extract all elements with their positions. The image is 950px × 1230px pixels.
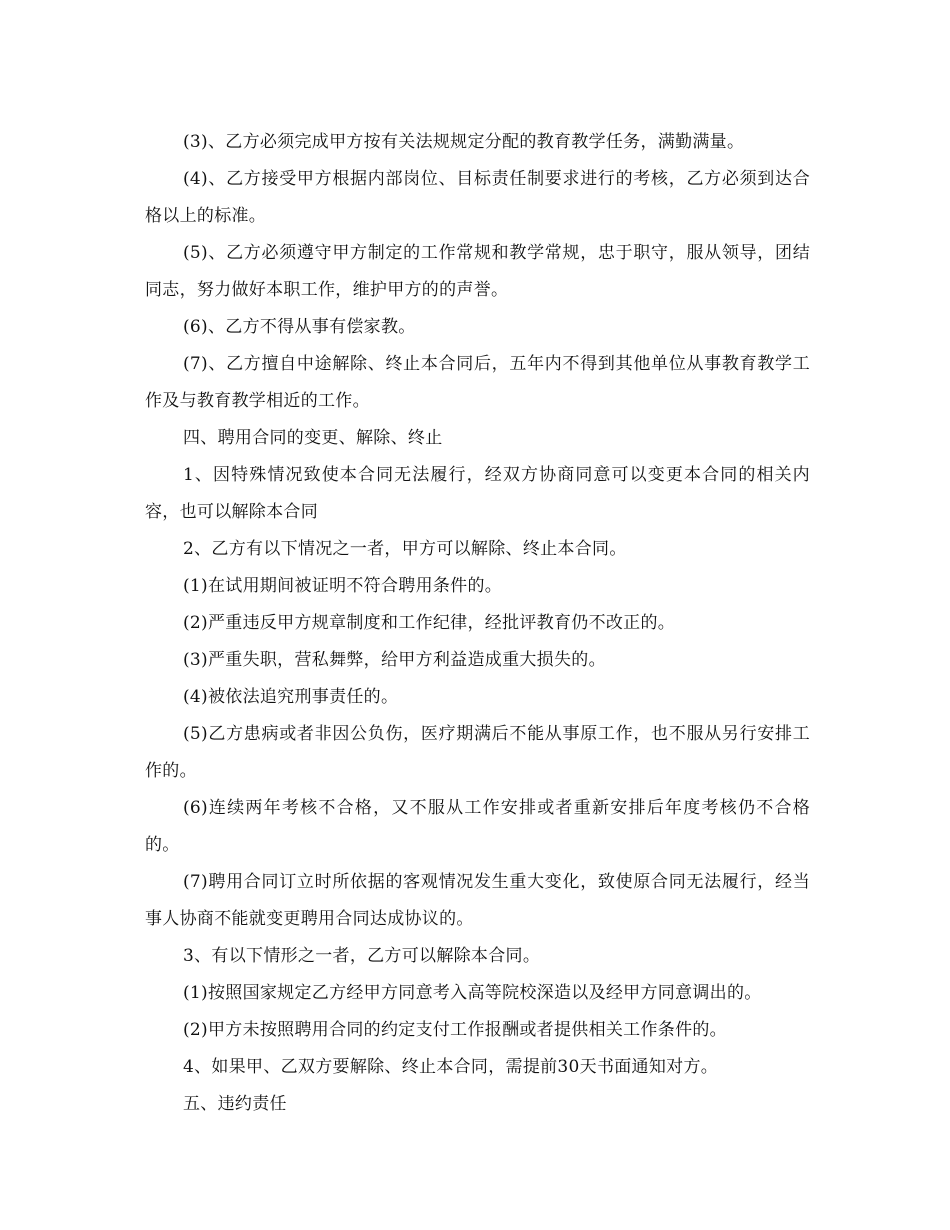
clause-paragraph: 1、因特殊情况致使本合同无法履行，经双方协商同意可以变更本合同的相关内容，也可以解除本合同 — [145, 465, 810, 522]
clause-paragraph: 3、有以下情形之一者，乙方可以解除本合同。 — [183, 946, 541, 966]
clause-paragraph: (4)被依法追究刑事责任的。 — [183, 687, 399, 707]
clause-paragraph: 2、乙方有以下情况之一者，甲方可以解除、终止本合同。 — [183, 539, 627, 559]
clause-paragraph: (3)严重失职，营私舞弊，给甲方利益造成重大损失的。 — [183, 650, 606, 670]
clause-paragraph: 4、如果甲、乙双方要解除、终止本合同，需提前30天书面通知对方。 — [183, 1057, 719, 1077]
clause-paragraph: (3)、乙方必须完成甲方按有关法规规定分配的教育教学任务，满勤满量。 — [183, 132, 745, 152]
clause-paragraph: (1)按照国家规定乙方经甲方同意考入高等院校深造以及经甲方同意调出的。 — [183, 983, 762, 1003]
section-heading: 四、聘用合同的变更、解除、终止 — [183, 428, 443, 448]
clause-paragraph: (4)、乙方接受甲方根据内部岗位、目标责任制要求进行的考核，乙方必须到达合格以上的标准。 — [145, 169, 810, 226]
clause-paragraph: (2)甲方未按照聘用合同的约定支付工作报酬或者提供相关工作条件的。 — [183, 1020, 727, 1040]
clause-paragraph: (7)、乙方擅自中途解除、终止本合同后，五年内不得到其他单位从事教育教学工作及与教育教学相近的工作。 — [145, 354, 810, 411]
clause-paragraph: (6)、乙方不得从事有偿家教。 — [183, 317, 416, 337]
clause-paragraph: (6)连续两年考核不合格，又不服从工作安排或者重新安排后年度考核仍不合格的。 — [145, 798, 810, 855]
clause-paragraph: (1)在试用期间被证明不符合聘用条件的。 — [183, 576, 503, 596]
section-heading: 五、违约责任 — [183, 1094, 287, 1114]
clause-paragraph: (7)聘用合同订立时所依据的客观情况发生重大变化，致使原合同无法履行，经当事人协商不能就变更聘用合同达成协议的。 — [145, 872, 810, 929]
clause-paragraph: (5)乙方患病或者非因公负伤，医疗期满后不能从事原工作，也不服从另行安排工作的。 — [145, 724, 810, 781]
document-body — [145, 124, 810, 1123]
clause-paragraph: (2)严重违反甲方规章制度和工作纪律，经批评教育仍不改正的。 — [183, 613, 676, 633]
clause-paragraph: (5)、乙方必须遵守甲方制定的工作常规和教学常规，忠于职守，服从领导，团结同志，努力做好本职工作，维护甲方的的声誉。 — [145, 243, 810, 300]
